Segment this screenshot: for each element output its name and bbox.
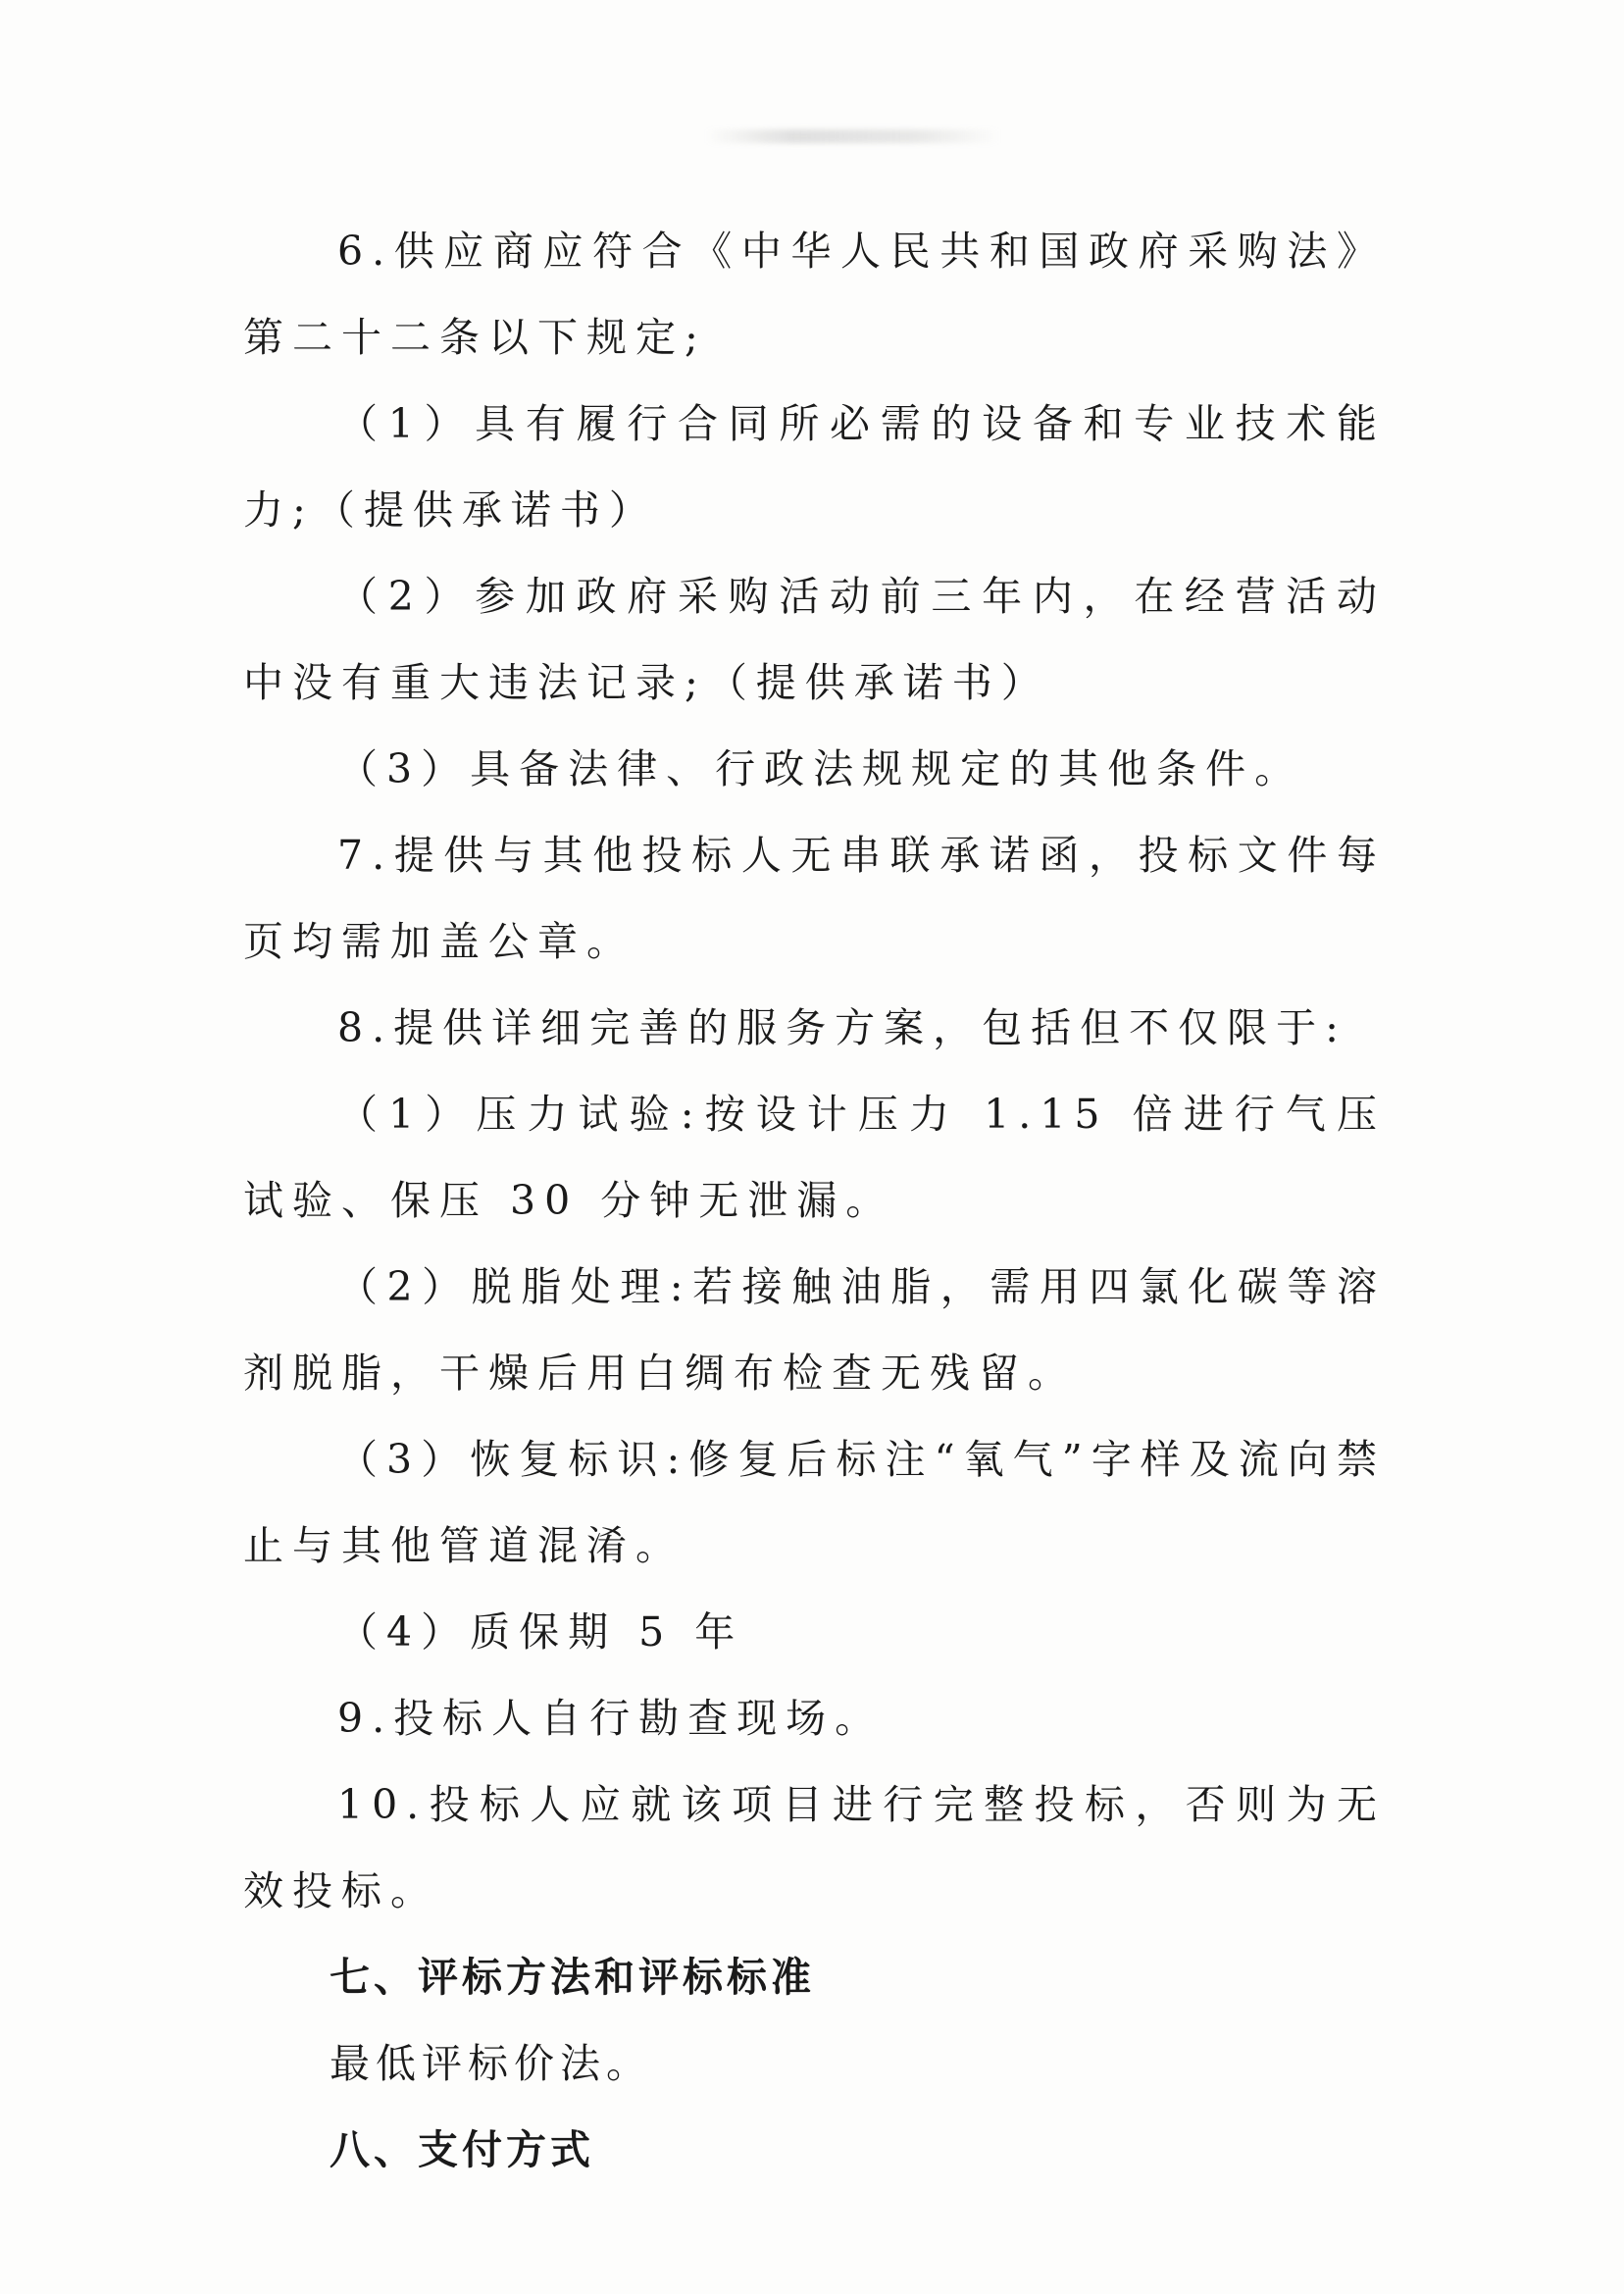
clause-6-item-1: （1）具有履行合同所必需的设备和专业技术能力;（提供承诺书）: [243, 400, 1386, 534]
clause-7: 7.提供与其他投标人无串联承诺函，投标文件每页均需加盖公章。: [243, 832, 1386, 965]
clause-8-item-1: （1）压力试验:按设计压力 1.15 倍进行气压试验、保压 30 分钟无泄漏。: [243, 1091, 1386, 1224]
clause-8-item-4: （4）质保期 5 年: [337, 1608, 744, 1656]
clause-6-item-2: （2）参加政府采购活动前三年内，在经营活动中没有重大违法记录;（提供承诺书）: [243, 573, 1386, 706]
clause-8-item-3: （3）恢复标识:修复后标注“氧气”字样及流向禁止与其他管道混淆。: [243, 1436, 1386, 1569]
section-7-heading: 七、评标方法和评标标准: [330, 1954, 815, 2001]
section-7-text: 最低评标价法。: [330, 2040, 652, 2087]
document-body: [243, 208, 1386, 2193]
clause-6-item-3: （3）具备法律、行政法规规定的其他条件。: [337, 745, 1304, 792]
clause-6: 6.供应商应符合《中华人民共和国政府采购法》第二十二条以下规定;: [243, 228, 1386, 361]
clause-9: 9.投标人自行勘查现场。: [337, 1695, 885, 1742]
clause-8-item-2: （2）脱脂处理:若接触油脂，需用四氯化碳等溶剂脱脂，干燥后用白绸布检查无残留。: [243, 1263, 1386, 1397]
clause-8: 8.提供详细完善的服务方案，包括但不仅限于:: [337, 1004, 1347, 1051]
section-8-heading: 八、支付方式: [330, 2126, 594, 2173]
scan-bleed-through: [706, 129, 1000, 143]
clause-10: 10.投标人应就该项目进行完整投标，否则为无效投标。: [243, 1781, 1386, 1914]
